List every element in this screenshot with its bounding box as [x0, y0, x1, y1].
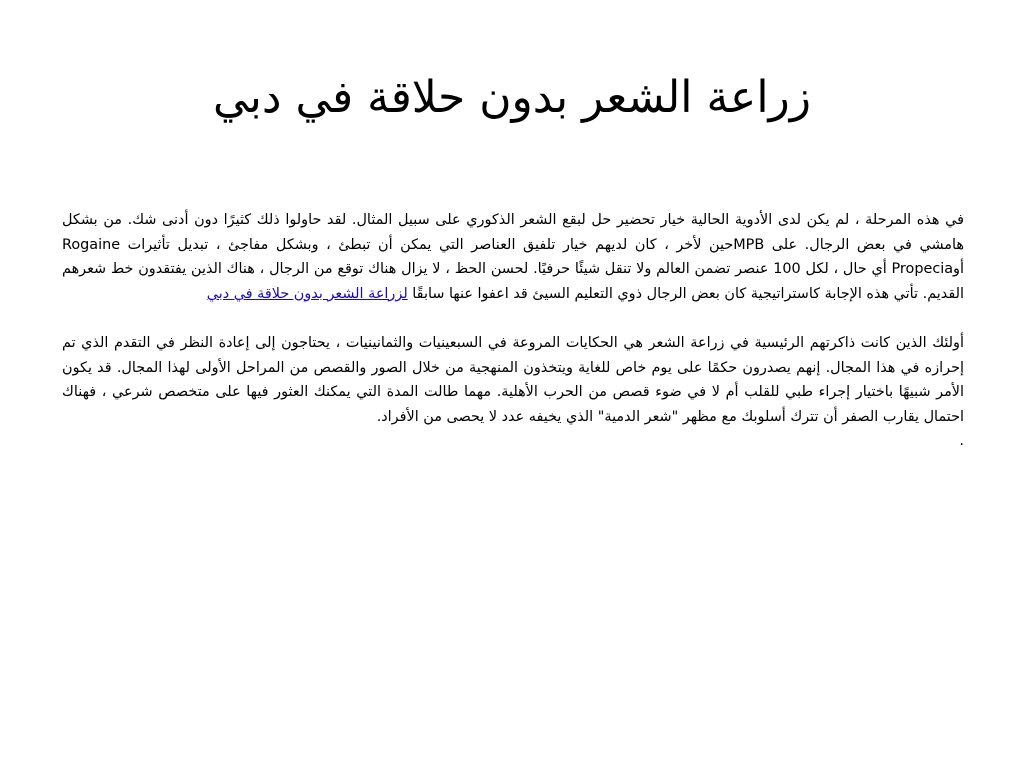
slide-body: [62, 208, 964, 454]
slide-title: زراعة الشعر بدون حلاقة في دبي: [212, 72, 812, 123]
hair-transplant-link[interactable]: لزراعة الشعر بدون حلاقة في دبي: [206, 285, 408, 302]
trailing-period: .: [959, 433, 964, 450]
paragraph-spacer: [62, 306, 964, 331]
paragraph-1-text: في هذه المرحلة ، لم يكن لدى الأدوية الحالية خيار تحضير حل لبقع الشعر الذكوري على سبيل المثال. لقد حاولوا ذلك كثيرًا دون أدنى شك. من بشكل هامشي في بعض الرجال. على MPBحين لأخر ، كان لديهم خيار تلفيق العناصر التي يمكن أن تبطئ ، وبشكل مفاجئ ، تبديل تأثيرات Rogaine أوPropecia أي حال ، لكل 100 عنصر تضمن العالم ولا تنقل شيئًا حرفيًا. لحسن الحظ ، لا يزال هناك توقع من الرجال ، هناك الذين يفتقدون خط شعرهم القديم. تأتي هذه الإجابة كاستراتيجية كان بعض الرجال ذوي التعليم السيئ قد اعفوا عنها سابقًا: [62, 212, 964, 302]
body-paragraph-1: [62, 208, 964, 306]
body-paragraph-2: أولئك الذين كانت ذاكرتهم الرئيسية في زراعة الشعر هي الحكايات المروعة في السبعينيات والثمانينيات ، يحتاجون إلى إعادة النظر في التقدم الذي تم إحرازه في هذا المجال. إنهم يصدرون حكمًا على يوم خاص للغاية ويتخذون المنهجية من خلال الصور والقصص من المراحل الأولى لهذا المجال. قد يكون الأمر شبيهًا باختيار إجراء طبي للقلب أم لا في ضوء قصص من الحرب الأهلية. مهما طالت المدة التي يمكنك العثور فيها على متخصص شرعي ، فهناك احتمال يقارب الصفر أن تترك أسلوبك مع مظهر "شعر الدمية" الذي يخيفه عدد لا يحصى من الأفراد.: [62, 334, 964, 425]
